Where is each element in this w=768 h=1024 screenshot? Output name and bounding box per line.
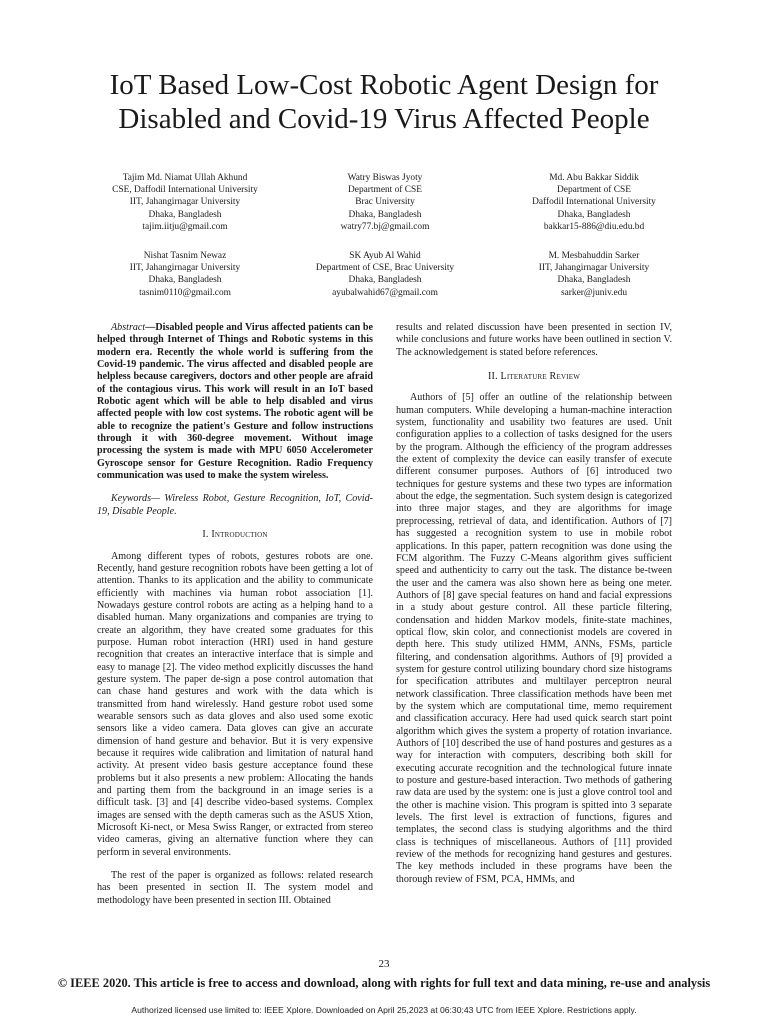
author-affiliation: Department of CSE, Brac University	[315, 263, 455, 274]
author-affiliation: IIT, Jahangirnagar University	[129, 263, 241, 274]
author-affiliation: IIT, Jahangirnagar University	[129, 197, 241, 208]
author-location: Dhaka, Bangladesh	[348, 209, 422, 220]
author-email: tasnim0110@gmail.com	[139, 287, 231, 298]
author-3	[469, 172, 719, 233]
page-number: 23	[378, 958, 390, 970]
author-location: Dhaka, Bangladesh	[148, 209, 222, 220]
abstract-label: Abstract	[111, 322, 146, 333]
author-affiliation: CSE, Daffodil International University	[112, 185, 258, 196]
intro-paragraph-2: The rest of the paper is organized as follows: related research has been presented in section II. The system model and methodology have been presented in section III. Obtained	[97, 870, 373, 906]
author-name: Watry Biswas Jyoty	[347, 173, 423, 183]
author-6	[469, 250, 719, 299]
author-location: Dhaka, Bangladesh	[148, 275, 222, 286]
author-name: Md. Abu Bakkar Siddik	[549, 173, 639, 183]
title-line-2: Disabled and Covid-19 Virus Affected People	[118, 103, 650, 135]
author-name: SK Ayub Al Wahid	[349, 251, 421, 261]
author-affiliation: Department of CSE	[557, 185, 631, 196]
author-email: ayubalwahid67@gmail.com	[332, 287, 438, 298]
author-email: tajim.iitju@gmail.com	[142, 221, 228, 232]
intro-paragraph-2-continued: results and related discussion have been presented in section IV, while conclusions and future works have been outlined in section V. The acknowledgement is stated before references.	[396, 322, 672, 358]
author-affiliation: IIT, Jahangirnagar University	[538, 263, 650, 274]
author-name: Tajim Md. Niamat Ullah Akhund	[122, 173, 248, 183]
abstract	[97, 322, 373, 482]
title-line-1: IoT Based Low-Cost Robotic Agent Design for	[109, 69, 659, 101]
author-email: watry77.bj@gmail.com	[340, 221, 430, 232]
right-column	[396, 322, 672, 886]
keywords: Keywords— Wireless Robot, Gesture Recognition, IoT, Covid-19, Disable People.	[97, 493, 373, 517]
literature-paragraph-1: Authors of [5] offer an outline of the relationship between human computers. While developing a human-machine interaction system, functionality and usability two features are used. Unit configuration applies to a collection of tasks designed for the users by the program. Although the efficiency of the program addresses the extent of complexity the device can easily transfer of execute different consumer purposes. Authors of [6] introduced two techniques for gesture systems and these two types are information about the edge, the segmentation. Such system design is categorized into three major stages, and they are algorithms for image preprocessing, retrieval of data, and identification. Authors of [7] has suggested a recognition system to use in mobile robot applications. In this paper, pattern recognition was done using the FCM algorithm. The Fuzzy C-Means algorithm gives sufficient speed and authenticity to carry out the task. The distance be-tween the user and the camera was also shown here as being one meter. Authors of [8] gave special features on hand and facial expressions in a study about gesture control. All these particle filtering, condensation and hidden Markov models, finite-state machines, optical flow, skin color, and connectionist models are covered in depth here. This study utilized HMM, ANNs, FSMs, particle filtering, and condensation algorithms. Authors of [9] provided a system for gesture control utilizing boundary chord size histograms for specification attributes and multilayer perceptron neural network classification. Three classification methods have been met by the system which are computational time, memo requirement and classification accuracy. Here had used quick search start point algorithm which gives the system a property of rotation invariance. Authors of [10] described the use of hand postures and gestures as a way for interaction with computers, describing both skill for executing accurate recognition and the technological future innate to posture and gesture-based interaction. Two methods of gathering raw data are used by the system: one is just a glove control tool and the other is machine vision. This program is spitted into 3 separate levels. The first level is extraction of functions, figures and templates, the second class is studying algorithms and the third class is techniques of miscellaneous. Authors of [11] provided review of the methods for recognizing hand gestures and gestures. The key methods included in these programs have been the thorough review of FSM, PCA, HMMs, and	[396, 392, 672, 885]
left-column	[97, 322, 373, 907]
author-location: Dhaka, Bangladesh	[348, 275, 422, 286]
author-location: Dhaka, Bangladesh	[557, 209, 631, 220]
license-notice: Authorized licensed use limited to: IEEE Xplore. Downloaded on April 25,2023 at 06:30:43 UTC from IEEE Xplore. Restrictions apply.	[131, 1005, 637, 1015]
section-heading-introduction: I. Introduction	[202, 529, 268, 541]
paper-title	[40, 68, 728, 136]
abstract-text: Disabled people and Virus affected patients can be helped through Internet of Things and Robotic systems in this modern era. Recently the whole world is suffering from the Covid-19 pandemic. The virus affected and disabled people are helpless because caregivers, doctors and other people are afraid of the contagious virus. This work will result in an IoT based Robotic agent which will be able to help disabled and virus affected people with low cost systems. The robotic agent will be able to recognize the patient's Gesture and follow instructions through it with 360-degree movement. Without image processing the system is made with MPU 6050 Accelerometer Gyroscope sensor for Gesture Recognition. Radio Frequency communication was used to make the system wireless.	[97, 322, 373, 482]
author-affiliation: Department of CSE	[348, 185, 422, 196]
intro-paragraph-1: Among different types of robots, gestures robots are one. Recently, hand gesture recognition robots have been getting a lot of attention. Thanks to its application and the ability to communicate efficiently with machines via human robot association [1]. Nowadays gesture control robots are acting as a helping hand to a disabled human. Many organizations and companies are trying to create an algorithm, they have created some graduates for this purpose. Human robot interaction (HRI) used in hand gesture recognition that creates an interactive interface that is simple and easy to manage [2]. The video method explicitly discusses the hand gesture system. The paper de-sign a pose control automation that can chase hand gestures and work with the data which is transmitted from hand wirelessly. Hand gesture robot used some wearable sensors such as data gloves and also used some exotic sensors like a video camera. Data gloves can give an accurate dimension of hand gesture and behavior. But it is very expensive because it requires wide calibration and limitation of natural hand activity. At present video basis gesture acceptance found these problems but it also presents a new problem: Allocating the hands and parting them from the background in an image series is a difficult task. [3] and [4] describe video-based systems. Complex images are sensed with the depth cameras such as the ASUS Xtion, Microsoft Ki-nect, or Mesa Swiss Ranger, or extracted from stereo video cameras, giving an alternative function where they can perform in several environments.	[97, 550, 373, 858]
abstract-dash: —	[145, 322, 156, 333]
author-email: sarker@juniv.edu	[560, 287, 628, 298]
author-name: Nishat Tasnim Newaz	[143, 251, 227, 261]
author-name: M. Mesbahuddin Sarker	[548, 251, 640, 261]
author-affiliation: Brac University	[355, 197, 415, 208]
author-affiliation: Daffodil International University	[532, 197, 656, 208]
copyright-notice: © IEEE 2020. This article is free to access and download, along with rights for full text and data mining, re-use and analysis	[57, 976, 711, 990]
section-heading-literature-review: II. Literature Review	[487, 371, 581, 383]
author-email: bakkar15-886@diu.edu.bd	[543, 221, 645, 232]
author-location: Dhaka, Bangladesh	[557, 275, 631, 286]
